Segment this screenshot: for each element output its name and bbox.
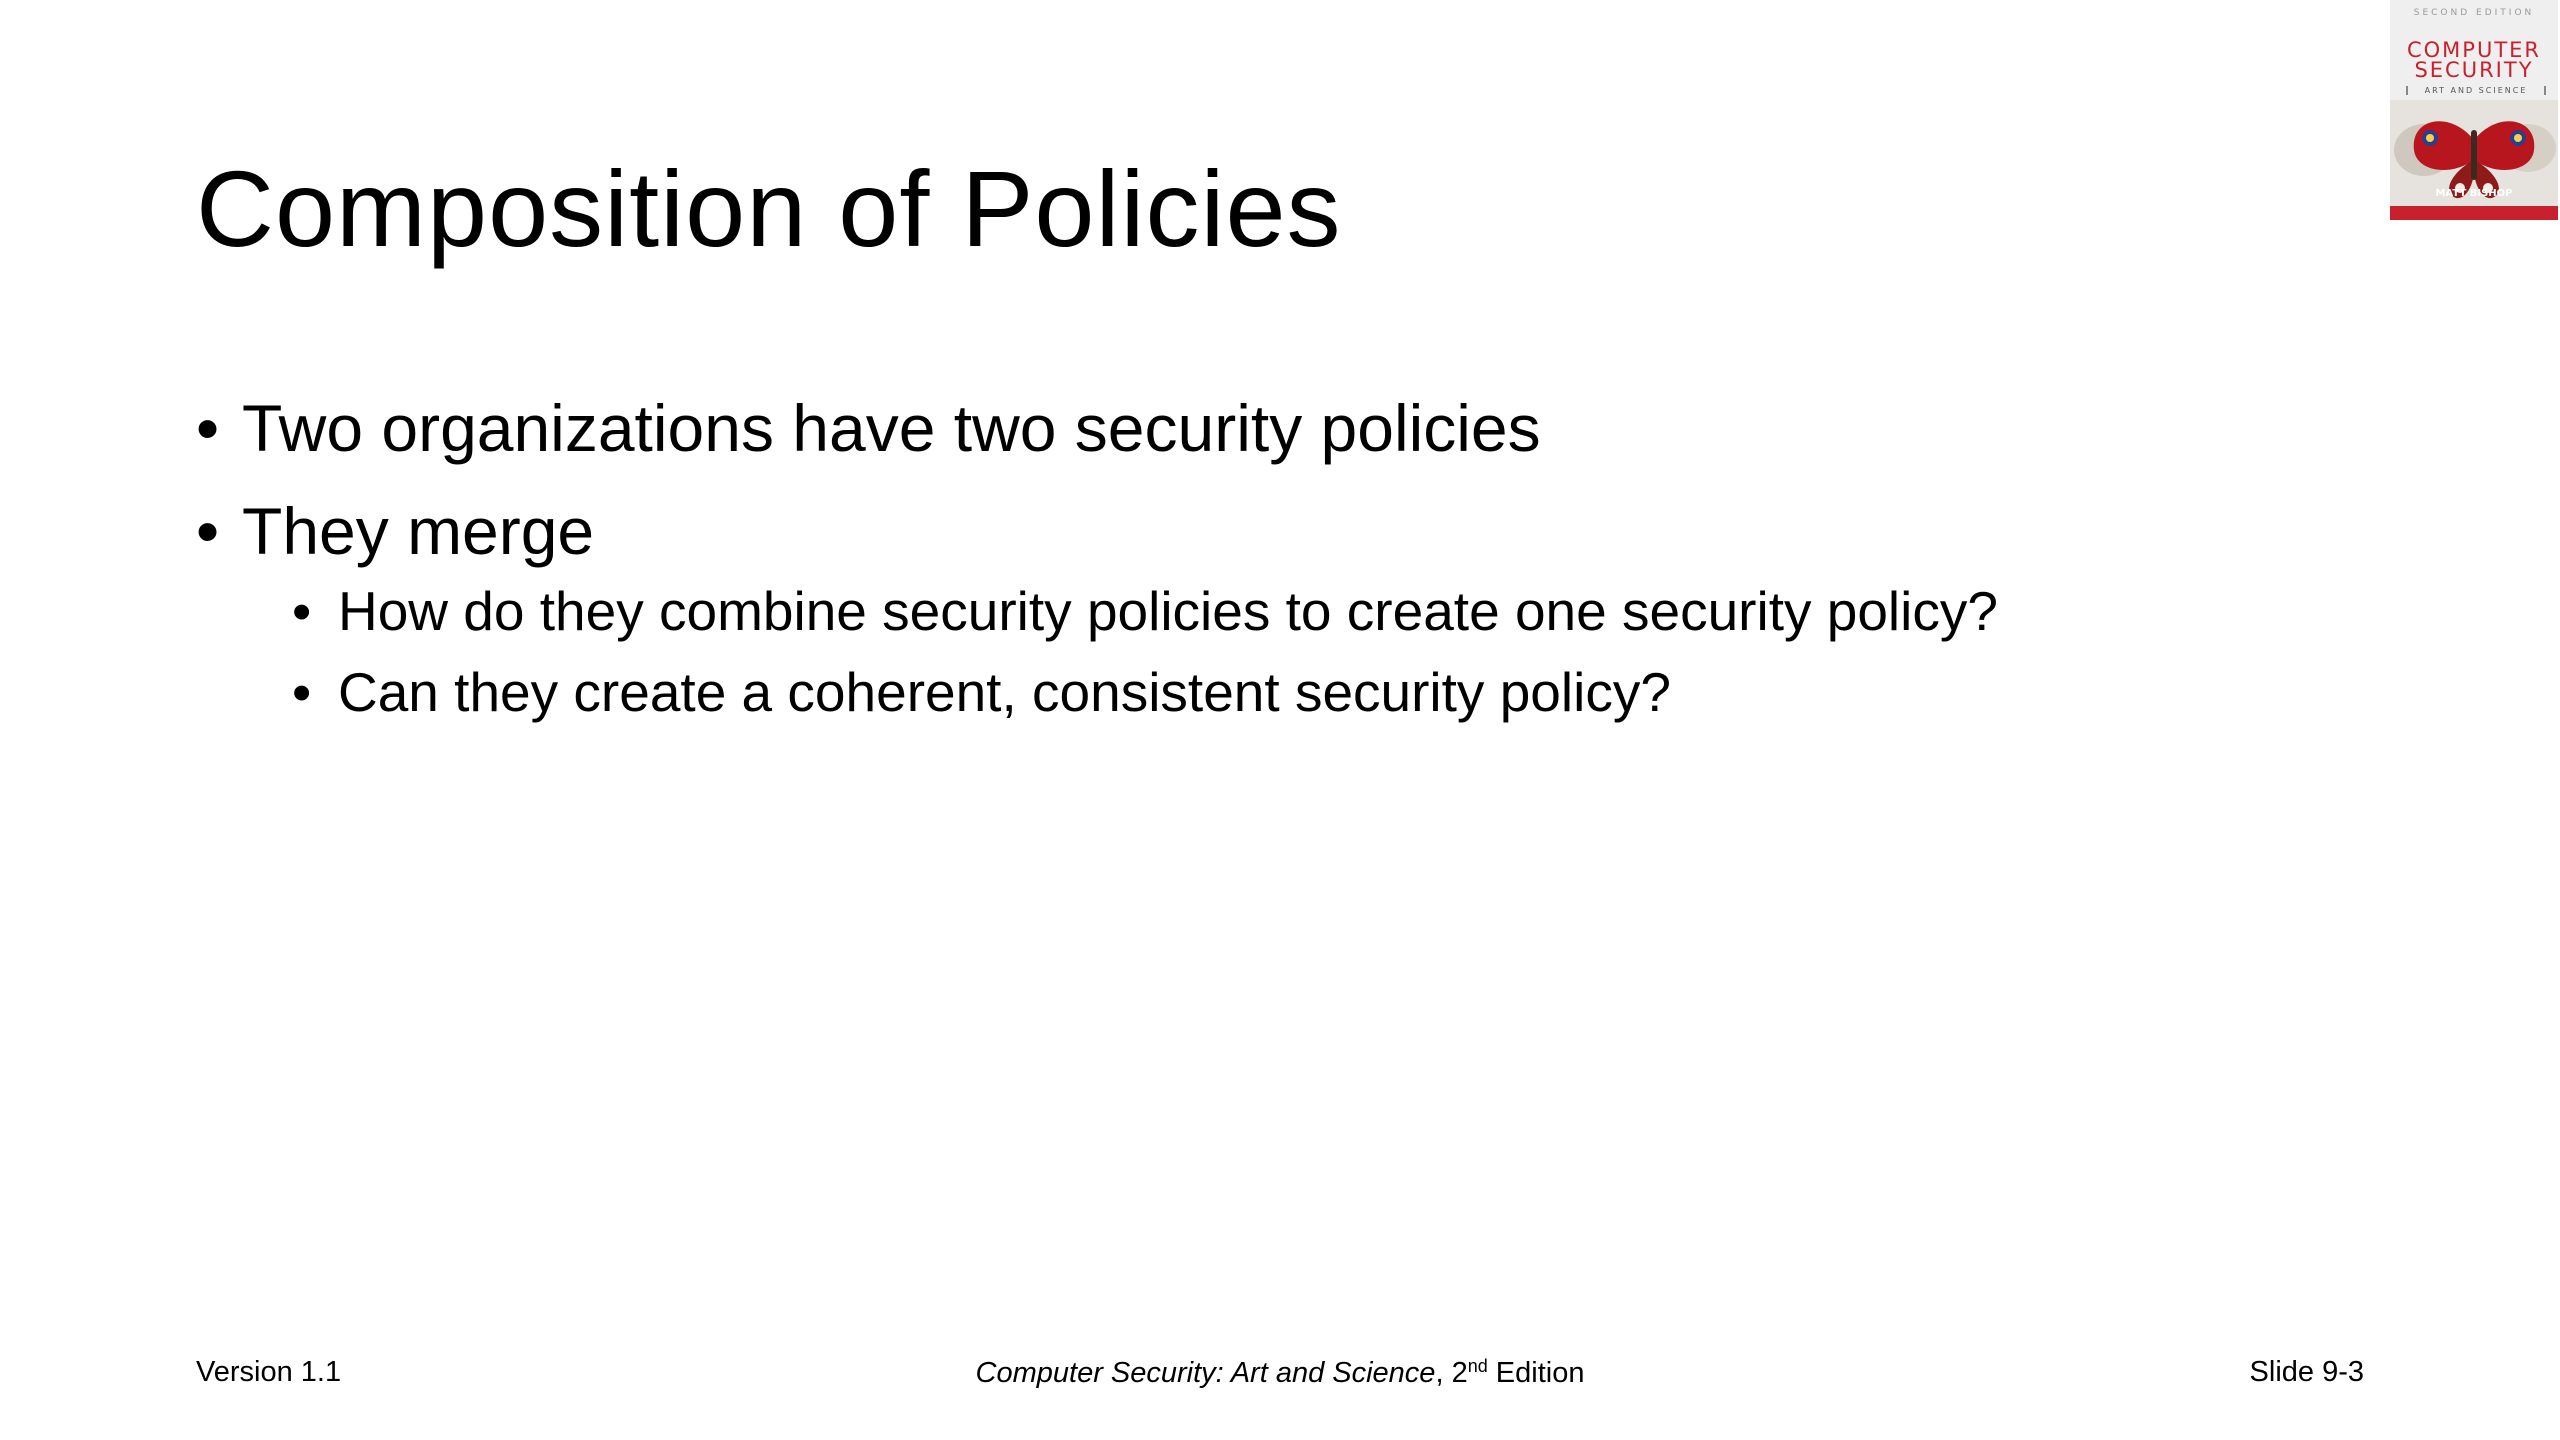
bullet-dot: • [292,660,312,723]
book-author: MATT BISHOP [2435,188,2513,199]
footer-version: Version 1.1 [196,1356,342,1388]
footer-edition-prefix: , 2 [1435,1357,1468,1389]
bullet-item [196,495,1998,723]
footer-slide-number: Slide 9-3 [2249,1356,2364,1388]
book-cover-red-bar [2390,206,2558,220]
bullet-list [196,392,1998,752]
footer-edition-suffix: Edition [1487,1357,1585,1389]
sub-bullet-text: How do they combine security policies to create one security policy? [338,580,1998,643]
footer-citation [0,1356,2560,1390]
sub-bullet-item [292,662,1998,723]
sub-bullet-item [292,581,1998,642]
book-title-line: SECURITY [2414,58,2534,82]
bullet-dot: • [292,580,312,643]
book-cover-thumbnail [2390,0,2558,220]
bullet-text: Two organizations have two security policies [242,391,1541,465]
book-edition-label: SECOND EDITION [2413,8,2535,18]
book-cover-title [2390,40,2558,80]
footer-book-title: Computer Security: Art and Science [975,1357,1436,1389]
bullet-item [196,392,1998,465]
slide-title: Composition of Policies [196,148,1342,269]
bullet-dot: • [196,493,220,568]
bullet-dot: • [196,391,220,465]
sub-bullet-list [292,581,1998,722]
sub-bullet-text: Can they create a coherent, consistent security policy? [338,660,1671,723]
bullet-text: They merge [242,493,595,568]
book-cover-subtitle: ART AND SCIENCE [2406,86,2546,95]
book-title-line: COMPUTER [2406,38,2542,62]
footer-edition-sup: nd [1467,1356,1488,1376]
